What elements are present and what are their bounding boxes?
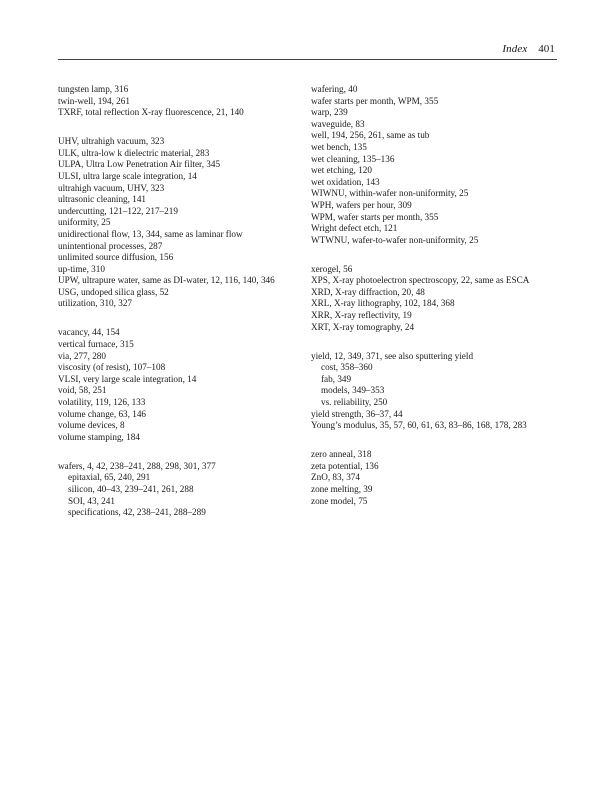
index-entry: void, 58, 251	[58, 385, 107, 396]
running-head	[502, 43, 555, 55]
index-entry: uniformity, 25	[58, 217, 111, 228]
index-subentry: SOI, 43, 241	[68, 495, 115, 506]
index-entry: ULSI, ultra large scale integration, 14	[58, 170, 197, 181]
index-entry: volume change, 63, 146	[58, 408, 147, 419]
index-entry: via, 277, 280	[58, 350, 106, 361]
index-entry: ultrahigh vacuum, UHV, 323	[58, 182, 165, 193]
index-entry: ultrasonic cleaning, 141	[58, 194, 147, 205]
index-entry: USG, undoped silica glass, 52	[58, 286, 169, 297]
index-entry: up-time, 310	[58, 263, 105, 274]
index-entry: volume devices, 8	[58, 420, 125, 431]
index-entry: UPW, ultrapure water, same as DI-water, 12, 116, 140, 346	[58, 275, 275, 286]
index-entry: utilization, 310, 327	[58, 298, 133, 309]
index-entry: XRL, X-ray lithography, 102, 184, 368	[311, 298, 455, 309]
index-entry: vertical furnace, 315	[58, 339, 134, 350]
index-entry: wafer starts per month, WPM, 355	[311, 95, 439, 106]
index-entry: twin-well, 194, 261	[58, 95, 130, 106]
index-entry: ULPA, Ultra Low Penetration Air filter, 345	[58, 159, 221, 170]
index-entry: viscosity (of resist), 107–108	[58, 362, 166, 373]
index-entry: wafering, 40	[311, 84, 358, 94]
index-entry: ULK, ultra-low k dielectric material, 283	[58, 147, 210, 158]
index-subentry: epitaxial, 65, 240, 291	[68, 472, 151, 483]
running-head-title: Index	[502, 43, 528, 55]
index-entry: VLSI, very large scale integration, 14	[58, 373, 197, 384]
index-entry: unintentional processes, 287	[58, 240, 163, 251]
index-entry: WPH, wafers per hour, 309	[311, 199, 412, 210]
index-letter-group	[311, 264, 563, 334]
index-entry: unlimited source diffusion, 156	[58, 252, 174, 263]
index-entry: XRR, X-ray reflectivity, 19	[311, 310, 412, 321]
index-letter-group	[311, 351, 563, 432]
index-entry: tungsten lamp, 316	[58, 84, 129, 94]
index-entry: XRT, X-ray tomography, 24	[311, 321, 415, 332]
index-entry: undercutting, 121–122, 217–219	[58, 205, 178, 216]
index-entry: waveguide, 83	[311, 118, 365, 129]
index-entry: ZnO, 83, 374	[311, 472, 360, 483]
index-entry: Young’s modulus, 35, 57, 60, 61, 63, 83–86, 168, 178, 283	[311, 420, 527, 431]
index-subentry: cost, 358–360	[321, 362, 373, 373]
index-entry: vacancy, 44, 154	[58, 327, 120, 338]
index-entry: well, 194, 256, 261, same as tub	[311, 130, 430, 141]
index-entry: warp, 239	[311, 107, 348, 118]
index-entry: XRD, X-ray diffraction, 20, 48	[311, 286, 425, 297]
index-entry: TXRF, total reflection X-ray fluorescence, 21, 140	[58, 107, 244, 118]
index-subentry: fab, 349	[321, 373, 352, 384]
index-letter-group	[58, 461, 310, 519]
index-column-left	[58, 84, 310, 536]
index-entry: zero anneal, 318	[311, 449, 372, 460]
index-entry: UHV, ultrahigh vacuum, 323	[58, 136, 165, 147]
index-entry: Wright defect etch, 121	[311, 223, 398, 234]
index-entry: yield strength, 36–37, 44	[311, 408, 403, 419]
index-subentry: models, 349–353	[321, 385, 385, 396]
index-letter-group	[58, 136, 310, 310]
index-entry: yield, 12, 349, 371, see also sputtering yield	[311, 350, 474, 361]
index-entry: volatility, 119, 126, 133	[58, 397, 146, 408]
index-entry: wet cleaning, 135–136	[311, 153, 395, 164]
header-rule	[58, 59, 557, 60]
index-subentry: vs. reliability, 250	[321, 397, 388, 408]
index-subentry: specifications, 42, 238–241, 288–289	[68, 507, 206, 518]
index-letter-group	[58, 84, 310, 119]
index-entry: wet bench, 135	[311, 141, 367, 152]
index-entry: WTWNU, wafer-to-wafer non-uniformity, 25	[311, 234, 479, 245]
index-entry: unidirectional flow, 13, 344, same as laminar flow	[58, 228, 243, 239]
index-entry: zone model, 75	[311, 495, 368, 506]
index-subentry: silicon, 40–43, 239–241, 261, 288	[68, 483, 194, 494]
index-entry: volume stamping, 184	[58, 431, 140, 442]
index-entry: wafers, 4, 42, 238–241, 288, 298, 301, 377	[58, 460, 216, 471]
index-letter-group	[58, 327, 310, 443]
index-letter-group	[311, 449, 563, 507]
index-entry: WIWNU, within-wafer non-uniformity, 25	[311, 188, 469, 199]
index-letter-group	[311, 84, 563, 246]
index-entry: wet oxidation, 143	[311, 176, 380, 187]
index-entry: XPS, X-ray photoelectron spectroscopy, 22, same as ESCA	[311, 275, 530, 286]
page-number: 401	[538, 43, 555, 55]
index-entry: zone melting, 39	[311, 483, 373, 494]
index-column-right	[311, 84, 563, 525]
index-entry: WPM, wafer starts per month, 355	[311, 211, 439, 222]
index-entry: zeta potential, 136	[311, 460, 379, 471]
index-entry: wet etching, 120	[311, 165, 372, 176]
index-entry: xerogel, 56	[311, 263, 353, 274]
